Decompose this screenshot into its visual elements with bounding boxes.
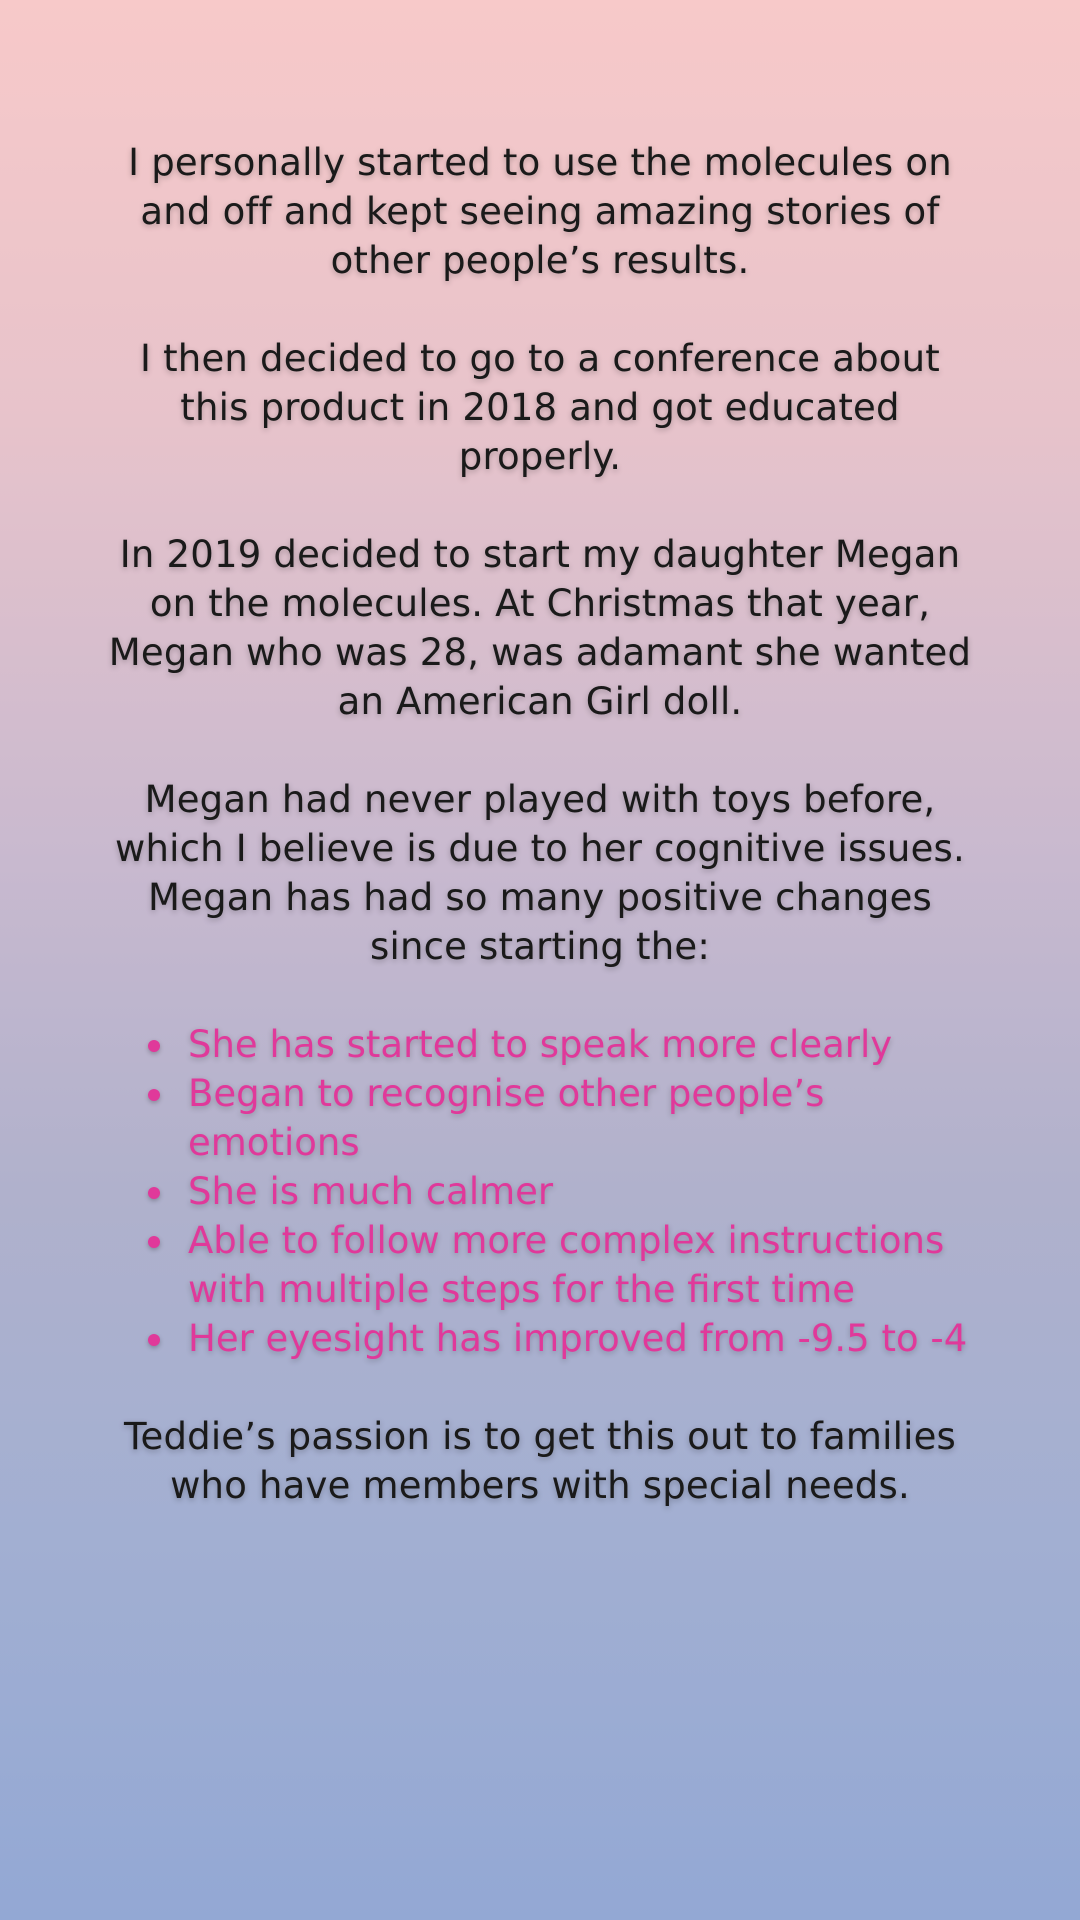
bullet-dot-icon [148,1334,160,1346]
paragraph-spacer [100,481,980,530]
bullet-dot-icon [148,1040,160,1052]
paragraph-spacer [100,1363,980,1412]
paragraph-megan-2019: In 2019 decided to start my daughter Megan on the molecules. At Christmas that year, Megan who was 28, was adamant she wanted an American Girl doll. [108,533,972,723]
list-item [138,1314,970,1363]
list-item-text: Began to recognise other people’s emotions [188,1072,825,1164]
changes-list [138,1020,970,1363]
list-item [138,1020,970,1069]
paragraph-spacer [100,726,980,775]
list-item-text: Able to follow more complex instructions with multiple steps for the first time [188,1219,945,1311]
list-item [138,1167,970,1216]
bullet-dot-icon [148,1089,160,1101]
list-item [138,1069,970,1167]
bullet-dot-icon [148,1236,160,1248]
paragraph-megan-changes: Megan had never played with toys before, which I believe is due to her cognitive issues. Megan has had so many positive changes since starting the: [115,778,965,968]
paragraph-spacer [100,971,980,1020]
list-item-text: She has started to speak more clearly [188,1023,893,1066]
bullet-dot-icon [148,1187,160,1199]
paragraph-spacer [100,285,980,334]
paragraph-molecules-start: I personally started to use the molecules on and off and kept seeing amazing stories of other people’s results. [128,141,952,282]
paragraph-teddie-passion: Teddie’s passion is to get this out to families who have members with special needs. [123,1415,957,1507]
paragraph-conference: I then decided to go to a conference about this product in 2018 and got educated properly. [140,337,940,478]
list-item [138,1216,970,1314]
list-item-text: She is much calmer [188,1170,554,1213]
story-content [100,138,980,1510]
list-item-text: Her eyesight has improved from -9.5 to -4 [188,1317,968,1360]
